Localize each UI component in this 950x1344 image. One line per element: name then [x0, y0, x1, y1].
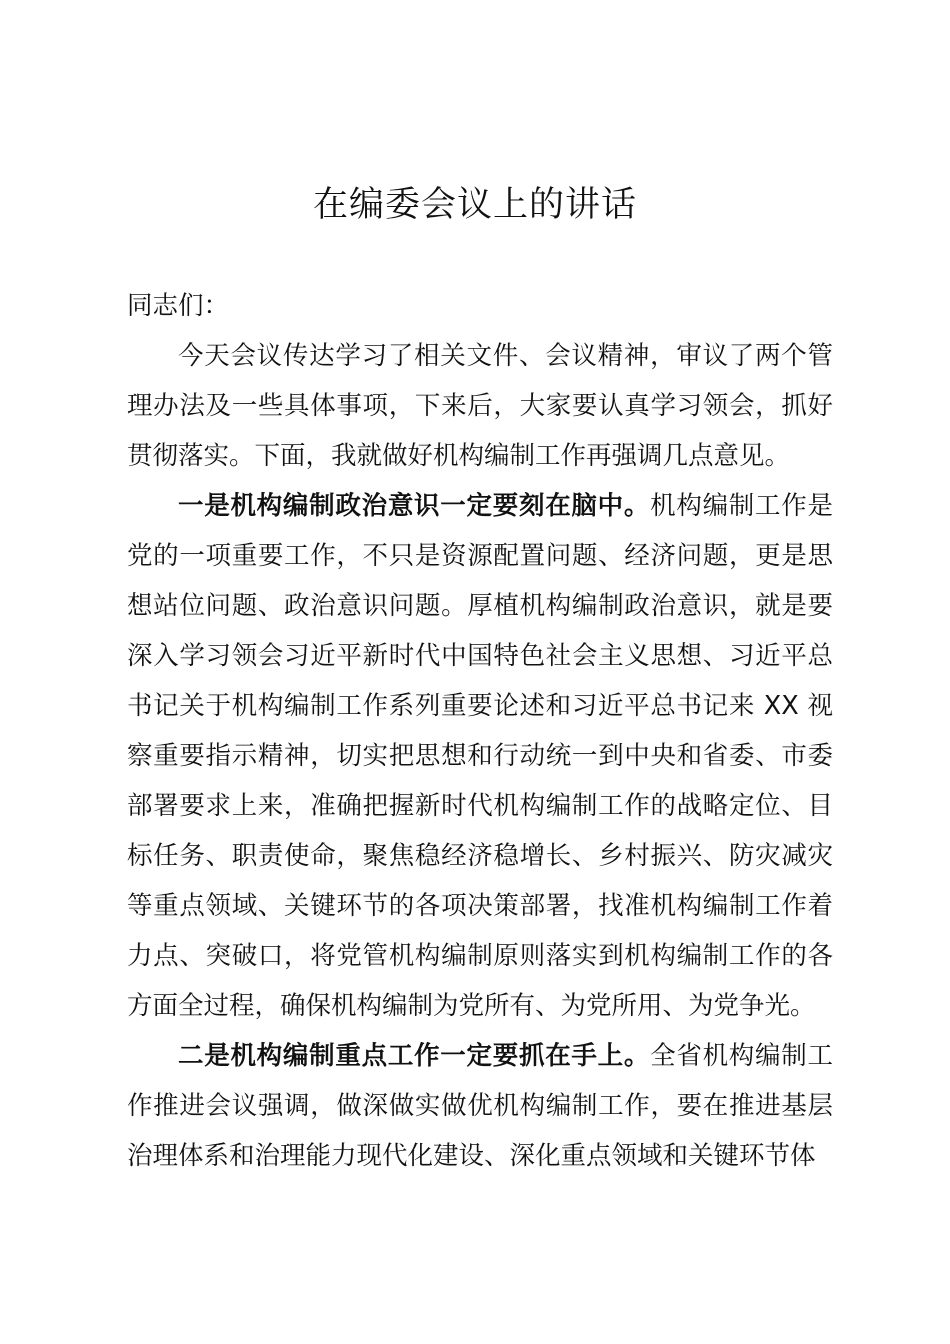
paragraph-point-one — [127, 481, 833, 1031]
document-body — [127, 281, 833, 1181]
document-title: 在编委会议上的讲话 — [312, 185, 637, 225]
paragraph-text: 机构编制工作是党的一项重要工作，不只是资源配置问题、经济问题，更是思想站位问题、政治意识问题。厚植机构编制政治意识，就是要深入学习领会习近平新时代中国特色社会主义思想、习近平总书记关于机构编制工作系列重要论述和习近平总书记来 XX 视察重要指示精神，切实把思想和行动统一到中央和省委、市委部署要求上来，准确把握新时代机构编制工作的战略定位、目标任务、职责使命，聚焦稳经济稳增长、乡村振兴、防灾减灾等重点领域、关键环节的各项决策部署，找准机构编制工作着力点、突破口，将党管机构编制原则落实到机构编制工作的各方面全过程，确保机构编制为党所有、为党所用、为党争光。 — [127, 491, 833, 1021]
paragraph-lead-heading: 二是机构编制重点工作一定要抓在手上。 — [178, 1041, 651, 1071]
salutation: 同志们： — [127, 291, 230, 321]
paragraph-text: 今天会议传达学习了相关文件、会议精神，审议了两个管理办法及一些具体事项，下来后，大家要认真学习领会，抓好贯彻落实。下面，我就做好机构编制工作再强调几点意见。 — [127, 341, 833, 471]
paragraph-lead-heading: 一是机构编制政治意识一定要刻在脑中。 — [178, 491, 651, 521]
paragraph-intro — [127, 331, 833, 481]
paragraph-text: 全省机构编制工作推进会议强调，做深做实做优机构编制工作，要在推进基层治理体系和治理能力现代化建设、深化重点领域和关键环节体 — [127, 1041, 833, 1171]
paragraph-point-two — [127, 1031, 833, 1181]
